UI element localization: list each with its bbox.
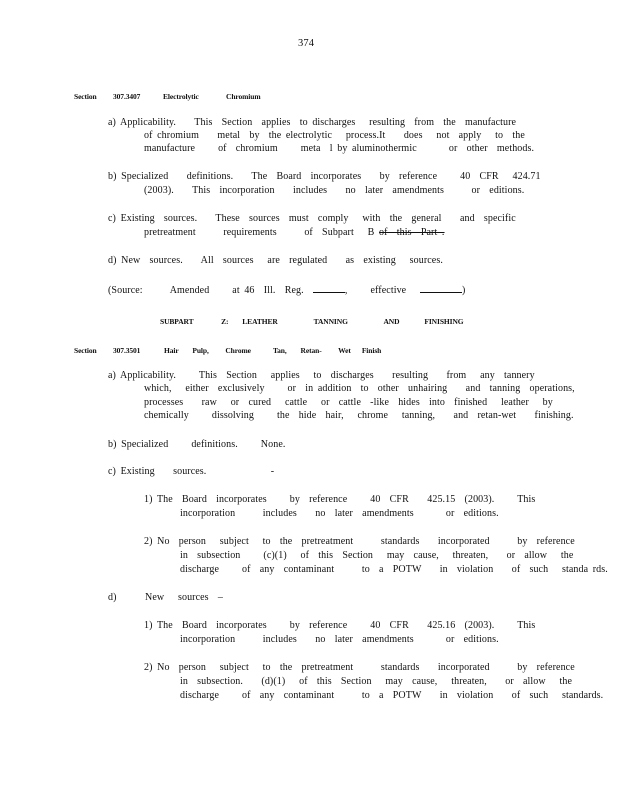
section-title-word: Electrolytic <box>163 92 199 101</box>
text-line: a) Applicability. This Section applies to discharges resulting from any tannery <box>108 370 535 381</box>
text-line: a) Applicability. This Section applies to discharges resulting from the manufacture <box>108 117 517 128</box>
text-line: which, either exclusively or in addition to other unhairing and tanning operations, <box>144 383 575 394</box>
text-line: chemically dissolving the hide hair, chrome tanning, and retan-wet finishing. <box>144 410 574 421</box>
section-number: 307.3407 <box>113 92 141 101</box>
text-line: of chromium metal by the electrolytic process.It does not apply to the <box>144 130 525 141</box>
text-line: discharge of any contaminant to a POTW in violation of such standa rds. <box>180 564 608 575</box>
text-line: manufacture of chromium meta l by aluminothermic or other methods. <box>144 143 535 154</box>
text-line: 1) The Board incorporates by reference 40 CFR 425.16 (2003). This <box>144 620 536 631</box>
text-line: incorporation includes no later amendments or editions. <box>180 634 499 645</box>
blank-line <box>313 283 345 293</box>
section-title-word: Chromium <box>226 92 261 101</box>
paragraph-c: c) Existing sources. - <box>108 466 275 477</box>
subpart-heading: SUBPART Z: LEATHER TANNING AND FINISHING <box>160 317 464 326</box>
blank-line <box>420 283 462 293</box>
text-line: 2) No person subject to the pretreatment standards incorporated by reference <box>144 662 575 673</box>
paragraph-label: d) <box>108 592 117 603</box>
section-number: 307.3501 <box>113 346 141 355</box>
section-label: Section <box>74 92 97 101</box>
text-line: (2003). This incorporation includes no later amendments or editions. <box>144 185 525 196</box>
text-line <box>144 227 445 239</box>
text-line: discharge of any contaminant to a POTW in violation of such standards. <box>180 690 604 701</box>
text-line: processes raw or cured cattle or cattle -like hides into finished leather by <box>144 397 553 408</box>
source-text: , effective <box>344 285 407 296</box>
section-title: Hair Pulp, Chrome Tan, Retan- Wet Finish <box>164 346 382 355</box>
text-line: New sources – <box>145 592 223 603</box>
text-line: b) Specialized definitions. The Board incorporates by reference 40 CFR 424.71 <box>108 171 541 182</box>
source-note <box>108 283 465 297</box>
text-line: incorporation includes no later amendments or editions. <box>180 508 499 519</box>
text-line: in subsection. (d)(1) of this Section may cause, threaten, or allow the <box>180 676 572 687</box>
text-line: in subsection (c)(1) of this Section may cause, threaten, or allow the <box>180 550 574 561</box>
paragraph-d: d) New sources. All sources are regulated as existing sources. <box>108 255 443 266</box>
source-text: ) <box>462 285 466 296</box>
section-label: Section <box>74 346 97 355</box>
text-line: 1) The Board incorporates by reference 40 CFR 425.15 (2003). This <box>144 494 536 505</box>
text-line: c) Existing sources. These sources must comply with the general and specific <box>108 213 516 224</box>
page-number: 374 <box>298 38 315 49</box>
struck-text: of this Part . <box>379 227 445 238</box>
text-span: pretreatment requirements of Subpart B <box>144 227 380 238</box>
source-text: (Source: Amended at 46 Ill. Reg. <box>108 285 304 296</box>
text-line: 2) No person subject to the pretreatment standards incorporated by reference <box>144 536 575 547</box>
paragraph-b: b) Specialized definitions. None. <box>108 439 286 450</box>
